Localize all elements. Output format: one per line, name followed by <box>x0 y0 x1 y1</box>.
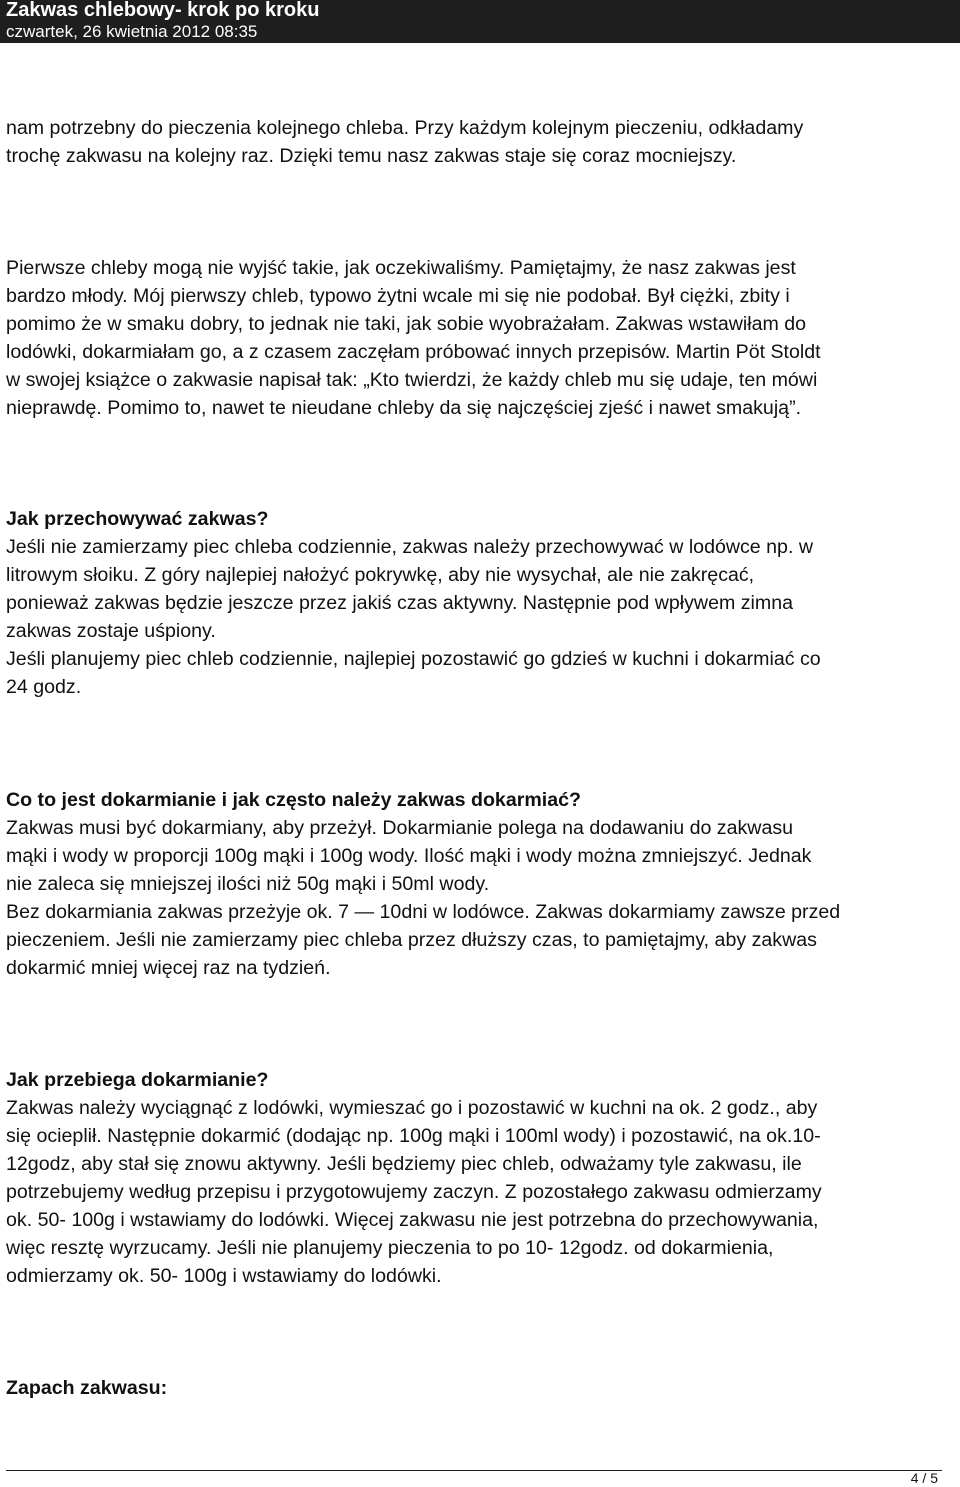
text-line: potrzebujemy według przepisu i przygotowujemy zaczyn. Z pozostałego zakwasu odmierzamy <box>6 1181 822 1203</box>
document-date: czwartek, 26 kwietnia 2012 08:35 <box>6 22 258 41</box>
text-line: nam potrzebny do pieczenia kolejnego chleba. Przy każdym kolejnym pieczeniu, odkładamy <box>6 117 804 139</box>
text-line: pieczeniem. Jeśli nie zamierzamy piec chleba przez dłuższy czas, to pamiętajmy, aby zakwas <box>6 929 817 951</box>
document-header <box>0 0 960 43</box>
section-storage <box>6 505 946 701</box>
text-line: Jeśli nie zamierzamy piec chleba codziennie, zakwas należy przechowywać w lodówce np. w <box>6 536 813 558</box>
text-line: nie zaleca się mniejszej ilości niż 50g mąki i 50ml wody. <box>6 873 490 895</box>
document-title: Zakwas chlebowy- krok po kroku <box>6 0 320 21</box>
text-line: bardzo młody. Mój pierwszy chleb, typowo żytni wcale mi się nie podobał. Był ciężki, zbity i <box>6 285 790 307</box>
text-line: zakwas zostaje uśpiony. <box>6 620 216 642</box>
text-line: litrowym słoiku. Z góry najlepiej nałożyć pokrywkę, aby nie wysychał, ale nie zakręcać, <box>6 564 755 586</box>
section-heading: Jak przechowywać zakwas? <box>6 508 269 530</box>
paragraph-first-breads <box>6 254 946 422</box>
text-line: nieprawdę. Pomimo to, nawet te nieudane chleby da się najczęściej zjeść i nawet smakują”. <box>6 397 802 419</box>
section-heading: Zapach zakwasu: <box>6 1377 168 1399</box>
text-line: Bez dokarmiania zakwas przeżyje ok. 7 — 10dni w lodówce. Zakwas dokarmiamy zawsze przed <box>6 901 841 923</box>
text-line: trochę zakwasu na kolejny raz. Dzięki temu nasz zakwas staje się coraz mocniejszy. <box>6 145 737 167</box>
text-line: mąki i wody w proporcji 100g mąki i 100g wody. Ilość mąki i wody można zmniejszyć. Jednak <box>6 845 812 867</box>
page-number: 4 / 5 <box>910 1470 938 1486</box>
text-line: pomimo że w smaku dobry, to jednak nie taki, jak sobie wyobrażałam. Zakwas wstawiłam do <box>6 313 807 335</box>
section-heading: Co to jest dokarmianie i jak często należy zakwas dokarmiać? <box>6 789 581 811</box>
text-line: Pierwsze chleby mogą nie wyjść takie, jak oczekiwaliśmy. Pamiętajmy, że nasz zakwas jest <box>6 257 796 279</box>
text-line: odmierzamy ok. 50- 100g i wstawiamy do lodówki. <box>6 1265 442 1287</box>
section-feeding-process <box>6 1066 946 1290</box>
text-line: Jeśli planujemy piec chleb codziennie, najlepiej pozostawić go gdzieś w kuchni i dokarmiać co <box>6 648 821 670</box>
text-line: 12godz, aby stał się znowu aktywny. Jeśli będziemy piec chleb, odważamy tyle zakwasu, ile <box>6 1153 802 1175</box>
text-line: Zakwas musi być dokarmiany, aby przeżył. Dokarmianie polega na dodawaniu do zakwasu <box>6 817 794 839</box>
text-line: więc resztę wyrzucamy. Jeśli nie planujemy pieczenia to po 10- 12godz. od dokarmienia, <box>6 1237 774 1259</box>
text-line: Zakwas należy wyciągnąć z lodówki, wymieszać go i pozostawić w kuchni na ok. 2 godz., aby <box>6 1097 818 1119</box>
section-smell <box>6 1374 946 1402</box>
text-line: 24 godz. <box>6 676 82 698</box>
section-feeding <box>6 786 946 982</box>
text-line: lodówki, dokarmiałam go, a z czasem zaczęłam próbować innych przepisów. Martin Pöt Stoldt <box>6 341 821 363</box>
text-line: dokarmić mniej więcej raz na tydzień. <box>6 957 331 979</box>
text-line: ponieważ zakwas będzie jeszcze przez jakiś czas aktywny. Następnie pod wpływem zimna <box>6 592 793 614</box>
text-line: się ocieplił. Następnie dokarmić (dodając np. 100g mąki i 100ml wody) i pozostawić, na ok.10- <box>6 1125 821 1147</box>
text-line: w swojej książce o zakwasie napisał tak: „Kto twierdzi, że każdy chleb mu się udaje, ten mówi <box>6 369 818 391</box>
footer-divider <box>6 1470 942 1471</box>
paragraph-intro-continuation <box>6 114 946 170</box>
text-line: ok. 50- 100g i wstawiamy do lodówki. Więcej zakwasu nie jest potrzebna do przechowywania, <box>6 1209 819 1231</box>
section-heading: Jak przebiega dokarmianie? <box>6 1069 269 1091</box>
